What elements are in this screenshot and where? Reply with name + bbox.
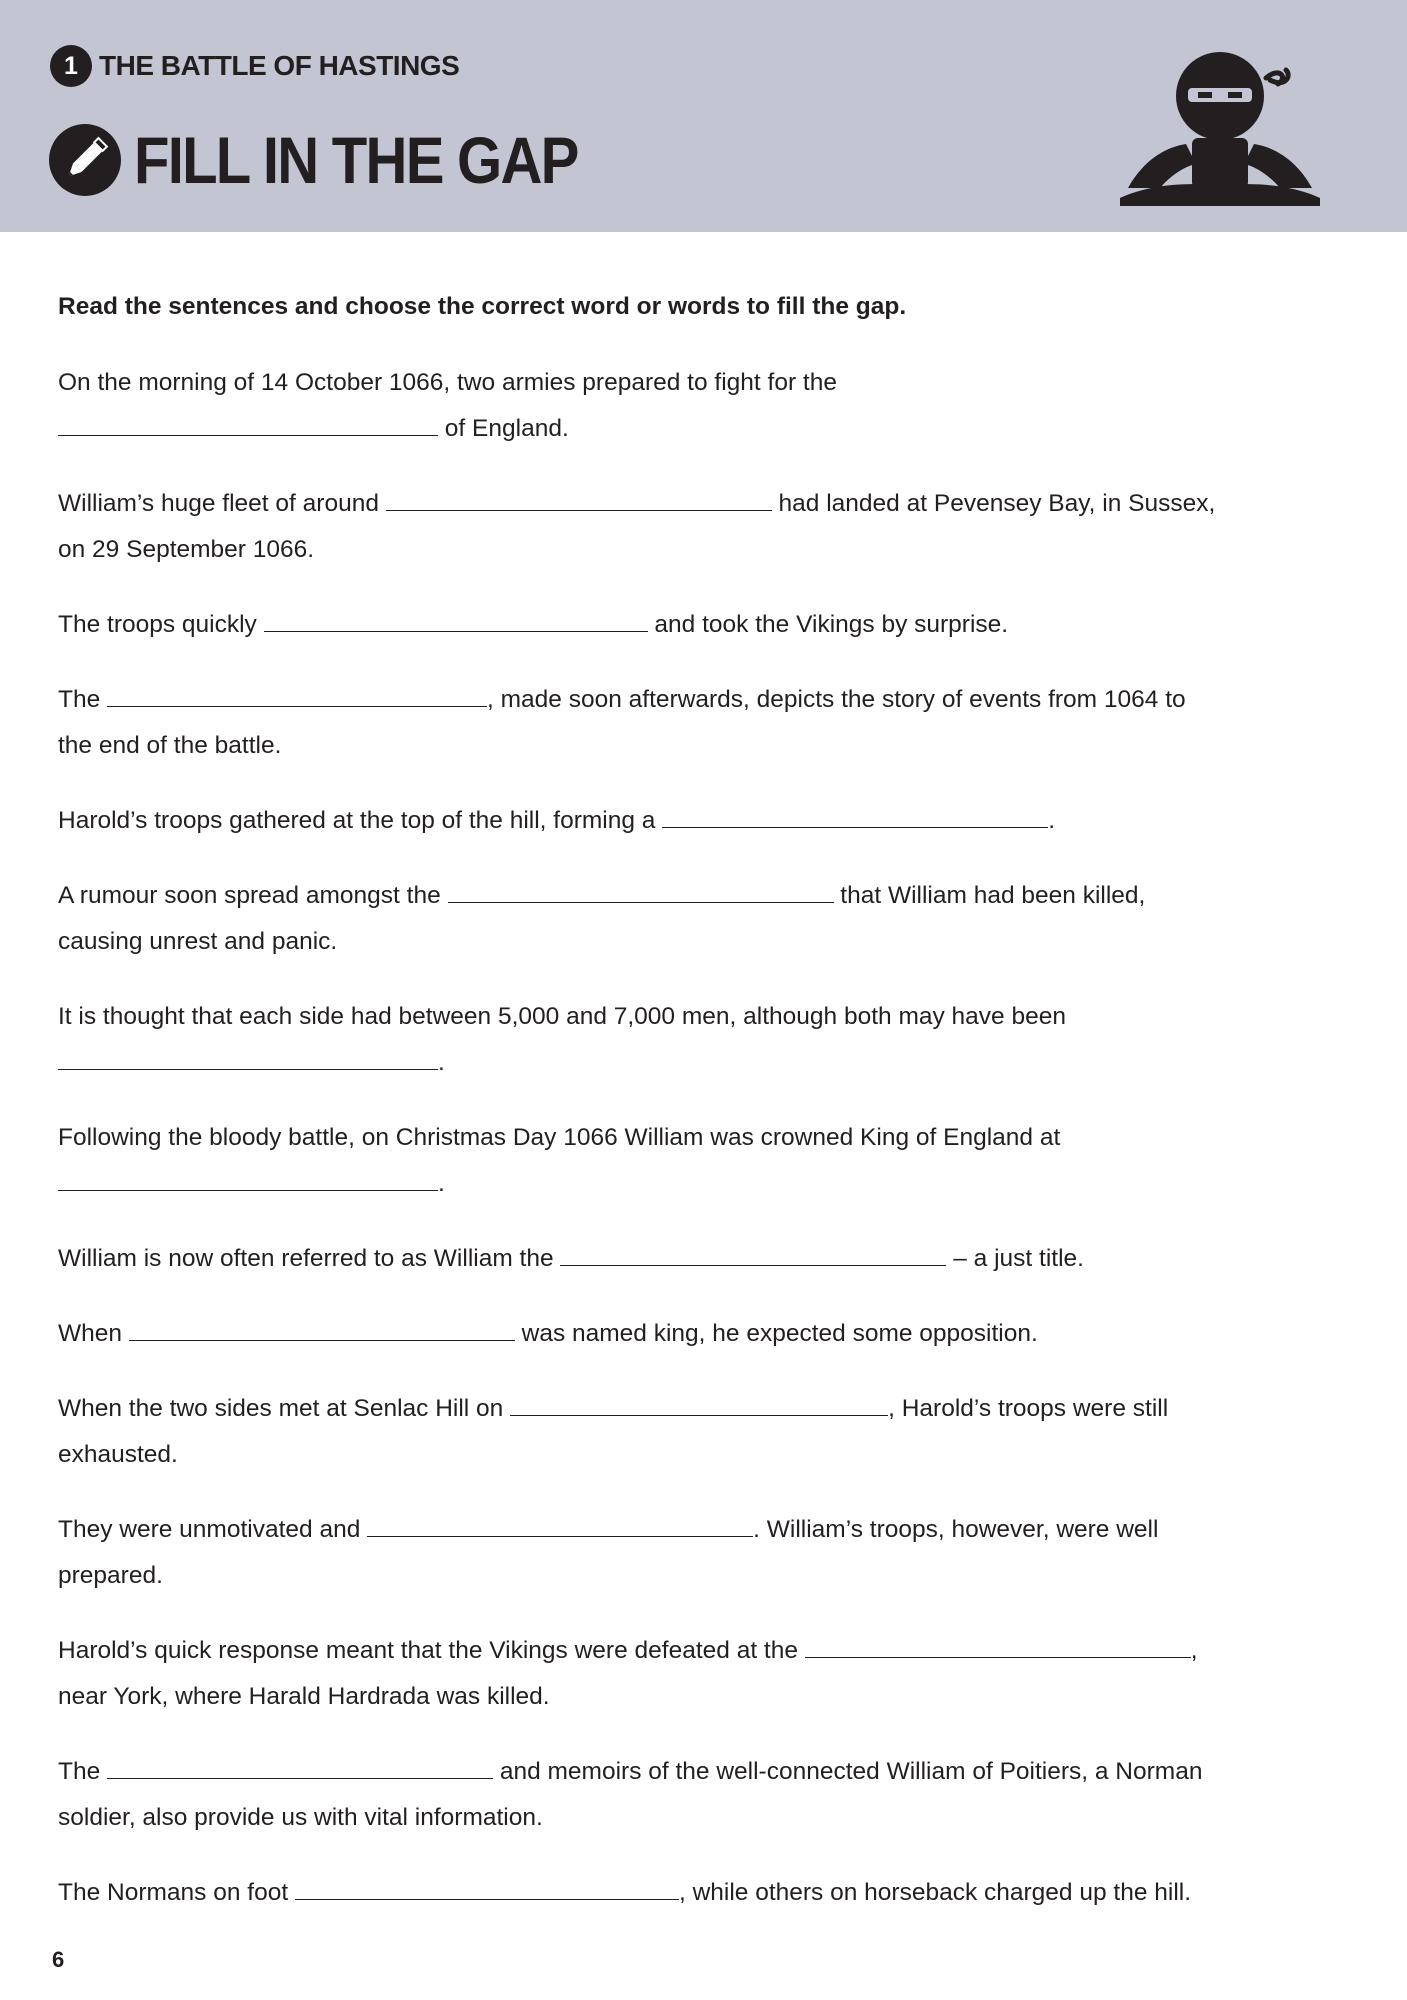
answer-gap-10[interactable]	[129, 1339, 515, 1341]
answer-gap-9[interactable]	[560, 1264, 946, 1266]
question-12: They were unmotivated and . William’s troops, however, were well prepared.	[58, 1516, 1159, 1589]
question-14: The and memoirs of the well-connected William of Poitiers, a Norman soldier, also provide us with vital information.	[58, 1758, 1203, 1831]
chapter-title: THE BATTLE OF HASTINGS	[99, 50, 460, 81]
answer-gap-14[interactable]	[107, 1777, 493, 1779]
question-8: Following the bloody battle, on Christmas Day 1066 William was crowned King of England at .	[58, 1124, 1061, 1197]
question-10: When was named king, he expected some opposition.	[58, 1320, 1038, 1347]
answer-gap-2[interactable]	[386, 509, 772, 511]
chapter-number-badge: 1	[50, 45, 92, 87]
question-list	[58, 360, 1358, 1945]
answer-gap-11[interactable]	[510, 1414, 888, 1416]
answer-gap-3[interactable]	[264, 630, 648, 632]
activity-title: FILL IN THE GAP	[134, 123, 578, 197]
answer-gap-8[interactable]	[58, 1189, 438, 1191]
header-banner	[0, 0, 1407, 232]
question-9: William is now often referred to as William the – a just title.	[58, 1245, 1084, 1272]
question-11: When the two sides met at Senlac Hill on , Harold’s troops were still exhausted.	[58, 1395, 1169, 1468]
question-1: On the morning of 14 October 1066, two armies prepared to fight for the of England.	[58, 369, 837, 442]
answer-gap-6[interactable]	[448, 901, 834, 903]
pencil-icon	[48, 123, 122, 197]
question-15: The Normans on foot , while others on horseback charged up the hill.	[58, 1879, 1192, 1906]
answer-gap-4[interactable]	[107, 705, 487, 707]
question-6: A rumour soon spread amongst the that William had been killed, causing unrest and panic.	[58, 882, 1146, 955]
question-3: The troops quickly and took the Vikings by surprise.	[58, 611, 1009, 638]
answer-gap-12[interactable]	[367, 1535, 753, 1537]
answer-gap-1[interactable]	[58, 434, 438, 436]
answer-gap-7[interactable]	[58, 1068, 438, 1070]
question-13: Harold’s quick response meant that the Vikings were defeated at the , near York, where Harald Hardrada was killed.	[58, 1637, 1198, 1710]
chapter-heading	[50, 44, 459, 88]
activity-heading	[48, 120, 638, 200]
answer-gap-13[interactable]	[805, 1656, 1191, 1658]
answer-gap-5[interactable]	[662, 826, 1048, 828]
instruction-text: Read the sentences and choose the correct word or words to fill the gap.	[58, 293, 907, 320]
ninja-mascot-icon	[1120, 48, 1320, 208]
page-number: 6	[52, 1947, 65, 1972]
question-5: Harold’s troops gathered at the top of the hill, forming a .	[58, 807, 1056, 834]
question-7: It is thought that each side had between 5,000 and 7,000 men, although both may have been .	[58, 1003, 1066, 1076]
question-4: The , made soon afterwards, depicts the story of events from 1064 to the end of the battle.	[58, 686, 1186, 759]
answer-gap-15[interactable]	[295, 1898, 679, 1900]
question-2: William’s huge fleet of around had landed at Pevensey Bay, in Sussex, on 29 September 1066.	[58, 490, 1216, 563]
